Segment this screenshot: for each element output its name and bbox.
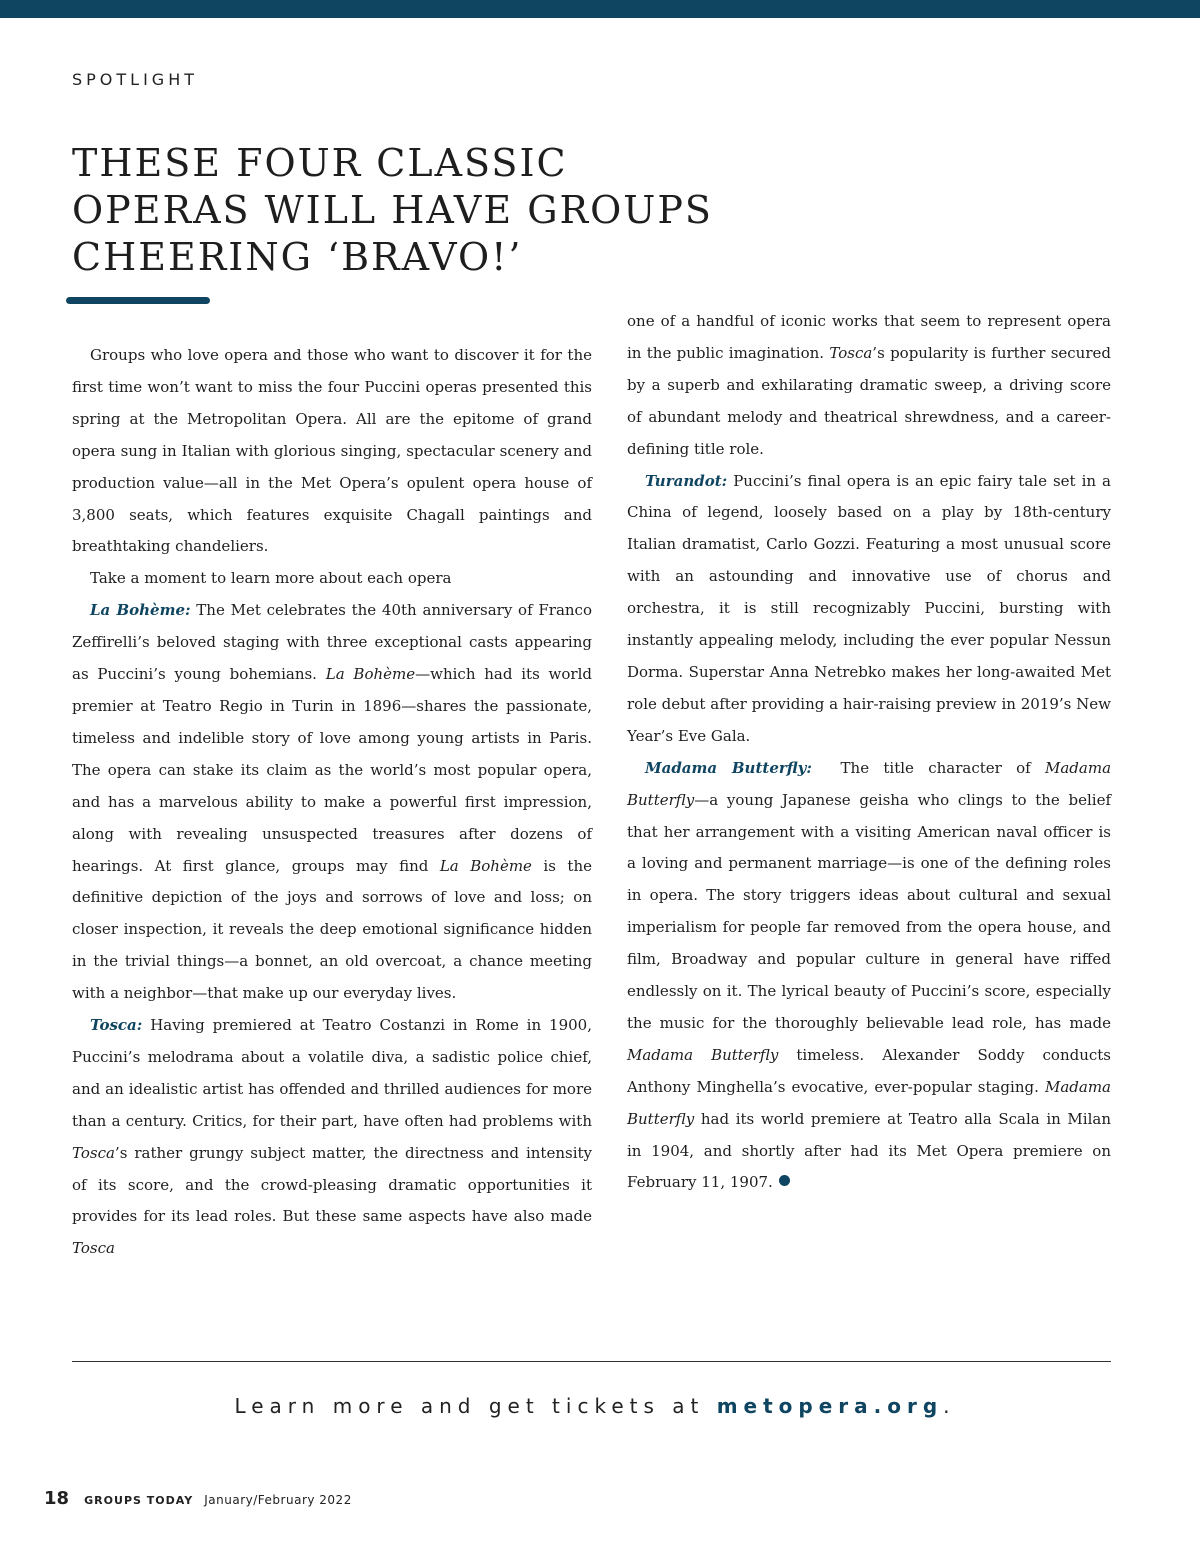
boheme-paragraph: La Bohème: The Met celebrates the 40th anniversary of Franco Zeffirelli’s beloved staging with three exceptional casts appearing as Puccini’s young bohemians. La Bohème—which had its world premier at Teatro Regio in Turin in 1896—shares the passionate, timeless and indelible story of love among young artists in Paris. The opera can stake its claim as the world’s most popular opera, and has a marvelous ability to make a powerful first impression, along with revealing unsuspected treasures after dozens of hearings. At first glance, groups may find La Bohème is the definitive depiction of the joys and sorrows of love and loss; on closer inspection, it reveals the deep emotional significance hidden in the trivial things—a bonnet, an old overcoat, a chance meeting with a neighbor—that make up our everyday lives. [72, 601, 592, 1003]
butterfly-title: Madama Butterfly [627, 1045, 779, 1064]
prompt-paragraph: Take a moment to learn more about each opera [90, 569, 452, 588]
intro-paragraph: Groups who love opera and those who want to discover it for the first time won’t want to miss the four Puccini operas presented this spring at the Metropolitan Opera. All are the epitome of grand opera sung in Italian with glorious singing, spectacular scenery and production value—all in the Met Opera’s opulent opera house of 3,800 seats, which features exquisite Chagall paintings and breathtaking chandeliers. [72, 346, 592, 556]
footer-divider [72, 1361, 1111, 1362]
butterfly-title: Madama Butterfly [627, 758, 1112, 809]
top-color-bar [0, 0, 1200, 18]
butterfly-title: Madama Butterfly [627, 1077, 1111, 1128]
article-column-right [627, 306, 1111, 1199]
magazine-name: GROUPS TODAY [84, 1494, 194, 1507]
butterfly-lead: Madama Butterfly: [645, 758, 812, 777]
tosca-title: Tosca [829, 343, 873, 362]
page-number: 18 [44, 1488, 70, 1509]
tosca-lead: Tosca: [90, 1016, 143, 1035]
tosca-paragraph: Tosca: Having premiered at Teatro Costanzi in Rome in 1900, Puccini’s melodrama about a volatile diva, a sadistic police chief, and an idealistic artist has offended and thrilled audiences for more than a century. Critics, for their part, have often had problems with Tosca’s rather grungy subject matter, the directness and intensity of its score, and the crowd-pleasing dramatic opportunities it provides for its lead roles. But these same aspects have also made Tosca [72, 1016, 592, 1258]
metopera-link[interactable]: metopera.org [716, 1394, 944, 1418]
tosca-title: Tosca [72, 1143, 115, 1162]
call-to-action: Learn more and get tickets at metopera.org. [234, 1394, 956, 1418]
headline-line-2: OPERAS WILL HAVE GROUPS [72, 188, 713, 232]
headline-line-3: CHEERING ‘BRAVO!’ [72, 235, 523, 279]
end-mark-icon [779, 1175, 790, 1186]
boheme-title: La Bohème [439, 856, 532, 875]
article-headline [72, 140, 772, 281]
section-kicker: SPOTLIGHT [72, 70, 199, 89]
butterfly-paragraph: Madama Butterfly: The title character of Madama Butterfly—a young Japanese geisha who clings to the belief that her arrangement with a visiting American naval officer is a loving and permanent marriage—is one of the defining roles in opera. The story triggers ideas about cultural and sexual imperialism for people far removed from the opera house, and film, Broadway and popular culture in general have riffed endlessly on it. The lyrical beauty of Puccini’s score, especially the music for the thoroughly believable lead role, has made Madama Butterfly timeless. Alexander Soddy conducts Anthony Minghella’s evocative, ever-popular staging. Madama Butterfly had its world premiere at Teatro alla Scala in Milan in 1904, and shortly after had its Met Opera premiere on February 11, 1907. [627, 758, 1112, 1192]
tosca-paragraph-continued: one of a handful of iconic works that seem to represent opera in the public imagination. Tosca’s popularity is further secured by a superb and exhilarating dramatic sweep, a driving score of abundant melody and theatrical shrewdness, and a career-defining title role. [627, 312, 1111, 458]
headline-accent-rule [66, 297, 210, 304]
headline-line-1: THESE FOUR CLASSIC [72, 141, 568, 185]
boheme-lead: La Bohème: [90, 601, 191, 620]
issue-date: January/February 2022 [204, 1493, 352, 1507]
turandot-lead: Turandot: [645, 471, 728, 490]
turandot-paragraph: Turandot: Puccini’s final opera is an epic fairy tale set in a China of legend, loosely based on a play by 18th-century Italian dramatist, Carlo Gozzi. Featuring a most unusual score with an astounding and innovative use of chorus and orchestra, it is still recognizably Puccini, bursting with instantly appealing melody, including the ever popular Nessun Dorma. Superstar Anna Netrebko makes her long-awaited Met role debut after providing a hair-raising preview in 2019’s New Year’s Eve Gala. [627, 471, 1111, 745]
tosca-title: Tosca [72, 1239, 115, 1258]
article-column-left [72, 340, 592, 1265]
boheme-title: La Bohème [325, 665, 416, 684]
page-footer [44, 1488, 352, 1509]
